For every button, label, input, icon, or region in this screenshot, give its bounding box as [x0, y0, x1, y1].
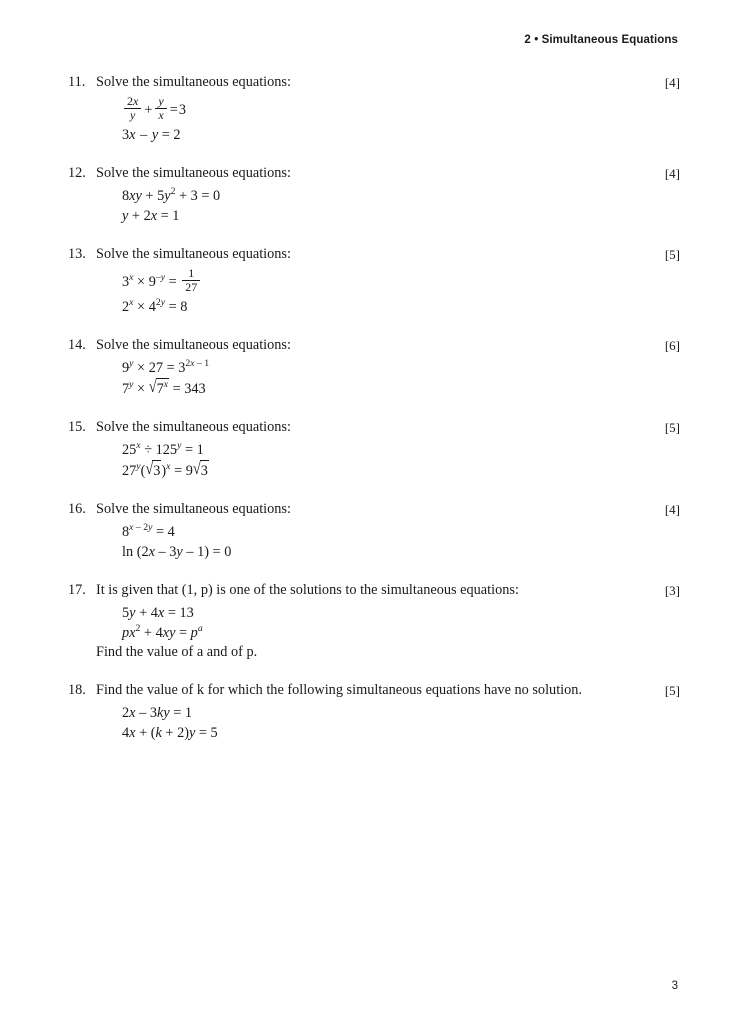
equation-line: $8xy + 5y^2 + 3 = 0$	[122, 186, 221, 204]
question-number: 12.	[68, 165, 86, 181]
question-equations	[122, 267, 680, 317]
question-marks: [4]	[664, 75, 680, 90]
equation-line: 4x + (k + 2)y = 5	[122, 725, 218, 741]
equation-line: ln (2x – 3y – 1) = 0	[122, 544, 232, 560]
question-marks: [5]	[664, 247, 680, 262]
question-number: 14.	[68, 337, 86, 353]
question-stem: Solve the simultaneous equations:	[96, 337, 291, 353]
question-header	[68, 419, 680, 436]
question-number: 17.	[68, 582, 86, 598]
question-stem: Solve the simultaneous equations:	[96, 419, 291, 435]
question-number: 11.	[68, 74, 86, 90]
equation-line: 2x – 3ky = 1	[122, 705, 193, 721]
question-number: 15.	[68, 419, 86, 435]
question-marks: [4]	[664, 502, 680, 517]
question-stem: Solve the simultaneous equations:	[96, 501, 291, 517]
question-item	[68, 682, 680, 743]
square-root-icon: √3	[192, 459, 208, 479]
question-equations	[122, 522, 680, 562]
question-item	[68, 165, 680, 226]
equation-line: $8^{x - 2y} = 4$	[122, 522, 175, 540]
question-marks: [4]	[664, 166, 680, 181]
square-root-icon: √7$^x$	[148, 377, 169, 397]
equation-line: $27^y(√3)^x = 9√3$	[122, 459, 208, 479]
equation-line: $7^y \times √7^x = 343$	[122, 377, 206, 397]
question-header	[68, 337, 680, 354]
question-equations	[122, 186, 680, 226]
question-header	[68, 74, 680, 91]
question-equations	[122, 703, 680, 743]
fraction-2x-over-y: $\frac{2x}{y}$	[124, 95, 141, 122]
question-closing: Find the value of a and of p.	[96, 644, 258, 660]
equation-line: y + 2x = 1	[122, 208, 180, 224]
equation-line: $2^x \times 4^{2y} = 8$	[122, 297, 188, 315]
question-equations	[122, 358, 680, 399]
square-root-icon: √3	[145, 459, 161, 479]
equation-line: 5y + 4x = 13	[122, 605, 194, 621]
question-header	[68, 682, 680, 699]
question-header	[68, 582, 680, 599]
question-number: 13.	[68, 246, 86, 262]
page-number: 3	[671, 980, 678, 992]
question-marks: [6]	[664, 338, 680, 353]
running-header: 2 • Simultaneous Equations	[524, 34, 678, 46]
question-number: 16.	[68, 501, 86, 517]
question-stem: It is given that (1, p) is one of the solutions to the simultaneous equations:	[96, 582, 519, 598]
equation-line: $25^x \div 125^y = 1$	[122, 440, 204, 458]
question-equations	[122, 440, 680, 481]
question-item	[68, 582, 680, 662]
question-equations	[122, 95, 680, 145]
question-header	[68, 501, 680, 518]
question-item	[68, 74, 680, 145]
question-item	[68, 246, 680, 317]
question-stem: Find the value of k for which the following simultaneous equations have no solution.	[96, 682, 583, 698]
question-list	[68, 74, 680, 763]
fraction-y-over-x: $\frac{y}{x}$	[155, 95, 166, 122]
question-equations	[122, 603, 680, 643]
question-item	[68, 501, 680, 562]
fraction-1-over-27: $\frac{1}{27}$	[182, 267, 200, 294]
equation-line: $\frac{2x}{y}$ + $\frac{y}{x}$ =3	[122, 95, 680, 125]
question-stem: Solve the simultaneous equations:	[96, 246, 291, 262]
question-header	[68, 246, 680, 263]
equation-line: $3^x \times 9^{-y}$ = $\frac{1}{27}$	[122, 267, 680, 297]
equation-line: $px^2 + 4xy = p^a$	[122, 623, 203, 641]
question-marks: [3]	[664, 583, 680, 598]
question-item	[68, 337, 680, 399]
question-stem: Solve the simultaneous equations:	[96, 74, 291, 90]
question-item	[68, 419, 680, 481]
equation-line: 3x – y = 2	[122, 127, 181, 143]
question-marks: [5]	[664, 420, 680, 435]
question-header	[68, 165, 680, 182]
question-marks: [5]	[664, 683, 680, 698]
question-stem: Solve the simultaneous equations:	[96, 165, 291, 181]
equation-line: $9^y \times 27 = 3^{2x - 1}$	[122, 358, 210, 376]
question-number: 18.	[68, 682, 86, 698]
